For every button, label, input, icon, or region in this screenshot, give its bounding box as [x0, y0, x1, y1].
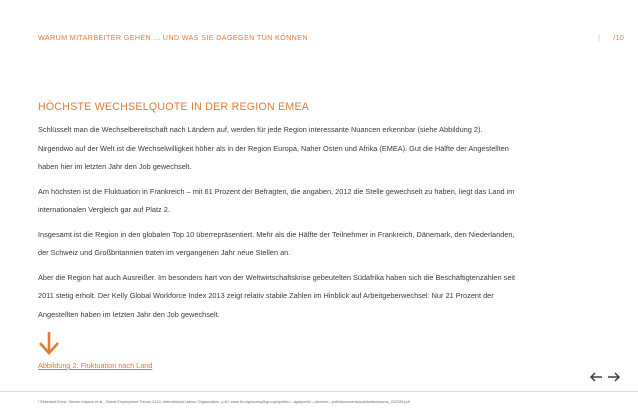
arrow-down-icon[interactable]: [38, 331, 60, 355]
section-title: HÖCHSTE WECHSELQUOTE IN DER REGION EMEA: [38, 101, 310, 113]
arrow-right-icon[interactable]: [607, 370, 621, 384]
arrow-left-icon[interactable]: [589, 370, 603, 384]
footnote: ¹ Ekkehard Ernst, Steven Kapsos et al., Global Employment Trends 2013, International Labour Organization, p.40, www.ilo.org/wcmsp5/groups/public/---dgreports/---dcomm/---publ/documents/publication/wcms_202326.pdf: [38, 400, 410, 404]
header-separator: |: [598, 33, 600, 42]
page-header: [38, 33, 624, 45]
paragraph: Insgesamt ist die Region in den globalen Top 10 überrepräsentiert. Mehr als die Hälfte der Teilnehmer in Frankreich, Dänemark, den Niederlanden, der Schweiz und Großbritannien traten im vergangenen Jahr neue Stellen an.: [38, 229, 515, 257]
paragraph: Am höchsten ist die Fluktuation in Frankreich – mit 61 Prozent der Befragten, die angaben, 2012 die Stelle gewechselt zu haben, liegt das Land im internationalen Vergleich gar auf Platz 2.: [38, 186, 515, 214]
footer-divider: [0, 391, 638, 392]
figure-caption-link[interactable]: Abbildung 2: Fluktuation nach Land: [38, 361, 153, 370]
paragraph: Aber die Region hat auch Ausreißer. Im besonders hart von der Weltwirtschaftskrise gebeutelten Südafrika haben sich die Beschäftigtenzahlen seit 2011 stetig erholt. Der Kelly Global Workforce Index 2013 zeigt relativ stabile Zahlen im Hinblick auf Arbeitgeberwechsel: Nur 21 Prozent der Angestellten haben im letzten Jahr den Job gewechselt.: [38, 272, 516, 319]
document-title: WARUM MITARBEITER GEHEN ... UND WAS SIE DAGEGEN TUN KÖNNEN: [38, 33, 308, 42]
page-navigation: [589, 370, 621, 384]
page-number: /10: [613, 33, 624, 42]
paragraph: Schlüsselt man die Wechselbereitschaft nach Ländern auf, werden für jede Region interessante Nuancen erkennbar (siehe Abbildung 2). Nirgendwo auf der Welt ist die Wechselwilligkeit höher als in der Region Europa, Naher Osten und Afrika (EMEA). Gut die Hälfte der Angestellten haben hier im letzten Jahr den Job gewechselt.: [38, 125, 509, 171]
body-text: [38, 121, 518, 330]
